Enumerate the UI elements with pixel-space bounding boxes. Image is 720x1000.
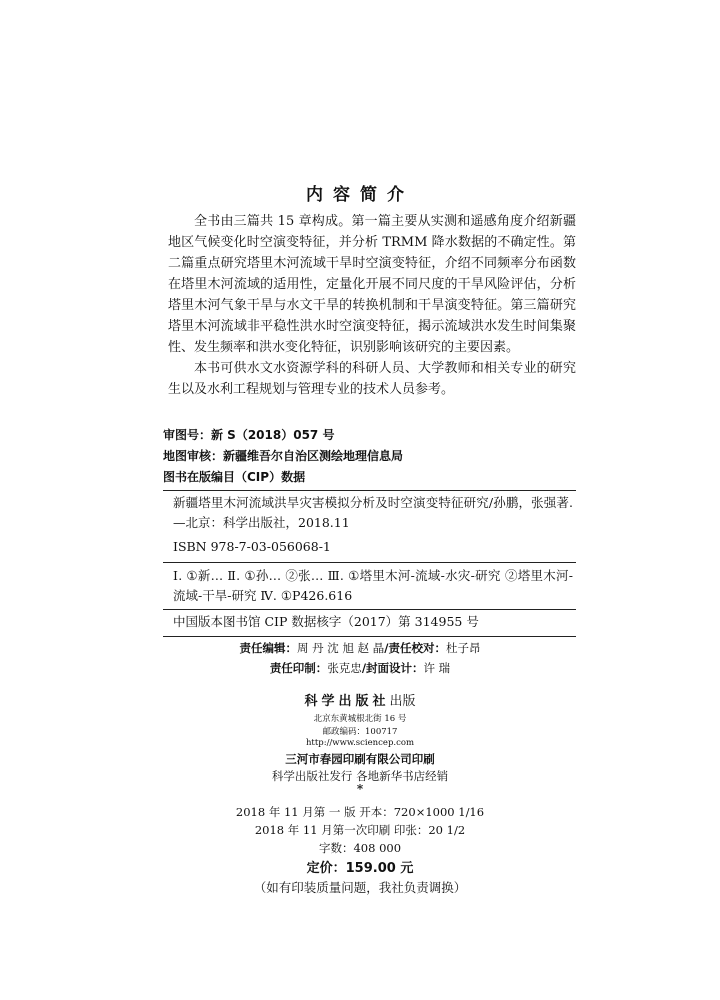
cip-isbn: ISBN 978-7-03-056068-1 [173, 539, 331, 554]
map-review-authority: 地图审核：新疆维吾尔自治区测绘地理信息局 [163, 449, 404, 463]
printer-line: 三河市春园印刷有限公司印刷 [285, 752, 435, 766]
publisher-line [0, 690, 720, 709]
publisher-website: http://www.sciencep.com [305, 738, 415, 748]
cover-designer-name: 许 瑞 [423, 661, 451, 675]
cip-divider-bottom [163, 636, 576, 637]
edition-line-2: 2018 年 11 月第一次印刷 印张：20 1/2 [254, 823, 466, 837]
edition-line-1: 2018 年 11 月第 一 版 开本：720×1000 1/16 [235, 805, 485, 819]
cip-classification: Ⅰ. ①新… Ⅱ. ①孙… ②张… Ⅲ. ①塔里木河-流域-水灾-研究 ②塔里木河-流域-干旱-研究 Ⅳ. ①P426.616 [173, 568, 573, 603]
editor-label: 责任编辑： [239, 641, 297, 655]
publisher-suffix: 出版 [389, 694, 416, 709]
print-supervisor-label: 责任印制： [269, 661, 328, 675]
cip-header [163, 425, 576, 488]
print-supervisor-name: 张克忠 [327, 661, 362, 675]
quality-notice: （如有印装质量问题，我社负责调换） [253, 880, 467, 895]
word-count: 字数：408 000 [318, 841, 402, 855]
proofreader-name: 杜子昂 [445, 641, 481, 655]
separator-star: * [356, 782, 364, 796]
page-title: 内容简介 [306, 185, 414, 205]
cip-divider-mid [163, 562, 576, 563]
publisher-postcode: 邮政编码：100717 [322, 727, 398, 737]
cip-book-info: 新疆塔里木河流域洪旱灾害模拟分析及时空演变特征研究/孙鹏，张强著. —北京：科学出版社，2018.11 [173, 495, 573, 530]
proofreader-label: /责任校对： [384, 641, 446, 655]
intro-paragraph-1: 全书由三篇共 15 章构成。第一篇主要从实测和遥感角度介绍新疆地区气候变化时空演变特征，并分析 TRMM 降水数据的不确定性。第二篇重点研究塔里木河流域干旱时空演变特征，介绍不同频率分布函数在塔里木河流域的适用性，定量化开展不同尺度的干旱风险评估，分析塔里木河气象干旱与水文干旱的转换机制和干旱演变特征。第三篇研究塔里木河流域非平稳性洪水时空演变特征，揭示流域洪水发生时间集聚性、发生频率和洪水变化特征，识别影响该研究的主要因素。 [168, 214, 576, 355]
distribution-line: 科学出版社发行 各地新华书店经销 [271, 769, 449, 783]
editor-names: 周 丹 沈 旭 赵 晶 [297, 641, 385, 655]
price: 定价：159.00 元 [306, 861, 414, 876]
publisher-address: 北京东黄城根北街 16 号 [313, 714, 407, 724]
credits-production [0, 660, 720, 676]
cover-designer-label: /封面设计： [361, 661, 424, 675]
intro-paragraph-2: 本书可供水文水资源学科的科研人员、大学教师和相关专业的研究生以及水利工程规划与管理专业的技术人员参考。 [168, 361, 576, 397]
cip-divider-low [163, 609, 576, 610]
cip-number: 中国版本图书馆 CIP 数据核字（2017）第 314955 号 [173, 614, 479, 629]
cip-divider-top [163, 490, 576, 491]
publisher-name: 科学出版社 [304, 694, 390, 709]
credits-editors [0, 640, 720, 656]
cip-title: 图书在版编目（CIP）数据 [163, 470, 306, 484]
map-review-number: 审图号：新 S（2018）057 号 [163, 428, 335, 442]
